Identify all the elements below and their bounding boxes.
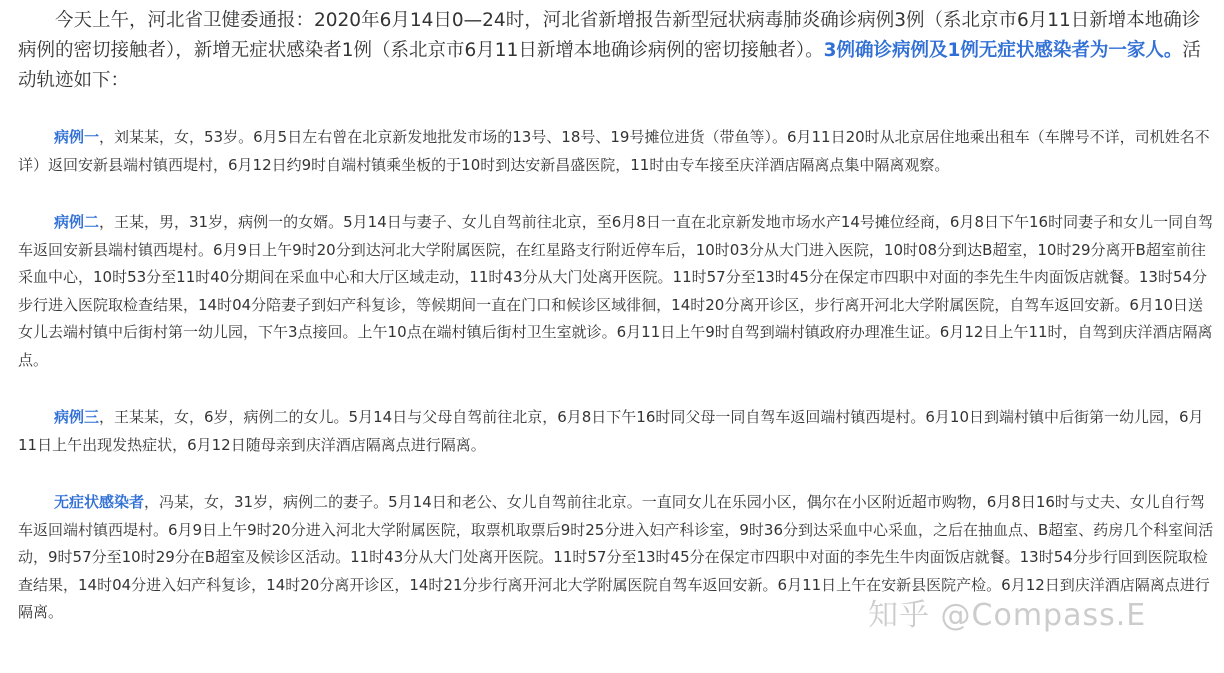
- asymptomatic-paragraph: [18, 489, 1214, 627]
- case-text-1: ，刘某某，女，53岁。6月5日左右曾在北京新发地批发市场的13号、18号、19号摊位进货（带鱼等）。6月11日20时从北京居住地乘出租车（车牌号不详，司机姓名不详）返回安新县端村镇西堤村，6月12日约9时自端村镇乘坐板的于10时到达安新昌盛医院，11时由专车接至庆洋酒店隔离点集中隔离观察。: [18, 128, 1210, 174]
- case-paragraph-1: [18, 124, 1214, 179]
- case-text-2: ，王某，男，31岁，病例一的女婿。5月14日与妻子、女儿自驾前往北京，至6月8日一直在北京新发地市场水产14号摊位经商，6月8日下午16时同妻子和女儿一同自驾车返回安新县端村镇西堤村。6月9日上午9时20分到达河北大学附属医院，在红星路支行附近停车后，10时03分从大门进入医院，10时08分到达B超室，10时29分离开B超室前往采血中心，10时53分至11时40分期间在采血中心和大厅区域走动，11时43分从大门处离开医院。11时57分至13时45分在保定市四职中对面的李先生牛肉面饭店就餐。13时54分步行进入医院取检查结果，14时04分陪妻子到妇产科复诊，等候期间一直在门口和候诊区域徘徊，14时20分离开诊区，步行离开河北大学附属医院，自驾车返回安新。6月10日送女儿去端村镇中后街村第一幼儿园，下午3点接回。上午10点在端村镇后街村卫生室就诊。6月11日上午9时自驾到端村镇政府办理准生证。6月12日上午11时，自驾到庆洋酒店隔离点。: [18, 213, 1214, 369]
- case-label-1: 病例一: [54, 128, 100, 146]
- case-text-3: ，王某某，女，6岁，病例二的女儿。5月14日与父母自驾前往北京，6月8日下午16时同父母一同自驾车返回端村镇西堤村。6月10日到端村镇中后街第一幼儿园，6月11日上午出现发热症状，6月12日随母亲到庆洋酒店隔离点进行隔离。: [18, 408, 1204, 454]
- intro-text: 今天上午，河北省卫健委通报：2020年6月14日0—24时，河北省新增报告新型冠状病毒肺炎确诊病例3例（系北京市6月11日新增本地确诊病例的密切接触者），新增无症状感染者1例（系北京市6月11日新增本地确诊病例的密切接触者）。: [18, 10, 1201, 61]
- zhihu-watermark: 知乎 @Compass.E: [868, 598, 1147, 633]
- news-article: [18, 6, 1214, 627]
- case-label-2: 病例二: [54, 213, 100, 231]
- asymptomatic-text: ，冯某，女，31岁，病例二的妻子。5月14日和老公、女儿自驾前往北京。一直同女儿在乐园小区，偶尔在小区附近超市购物，6月8日16时与丈夫、女儿自行驾车返回端村镇西堤村。6月9日上午9时20分进入河北大学附属医院，取票机取票后9时25分进入妇产科诊室，9时36分到达采血中心采血，之后在抽血点、B超室、药房几个科室间活动，9时57分至10时29分在B超室及候诊区活动。11时43分从大门处离开医院。11时57分至13时45分在保定市四职中对面的李先生牛肉面饭店就餐。13时54分步行回到医院取检查结果，14时04分进入妇产科复诊，14时20分离开诊区，14时21分步行离开河北大学附属医院自驾车返回安新。6月11日上午在安新县医院产检。6月12日到庆洋酒店隔离点进行隔离。: [18, 493, 1214, 621]
- case-paragraph-3: [18, 404, 1214, 459]
- asymptomatic-label: 无症状感染者: [54, 493, 145, 511]
- intro-highlight: 3例确诊病例及1例无症状感染者为一家人。: [823, 40, 1183, 61]
- intro-paragraph: [18, 6, 1214, 96]
- case-paragraph-2: [18, 209, 1214, 374]
- case-label-3: 病例三: [54, 408, 100, 426]
- intro-tail: 活动轨迹如下：: [18, 40, 1201, 91]
